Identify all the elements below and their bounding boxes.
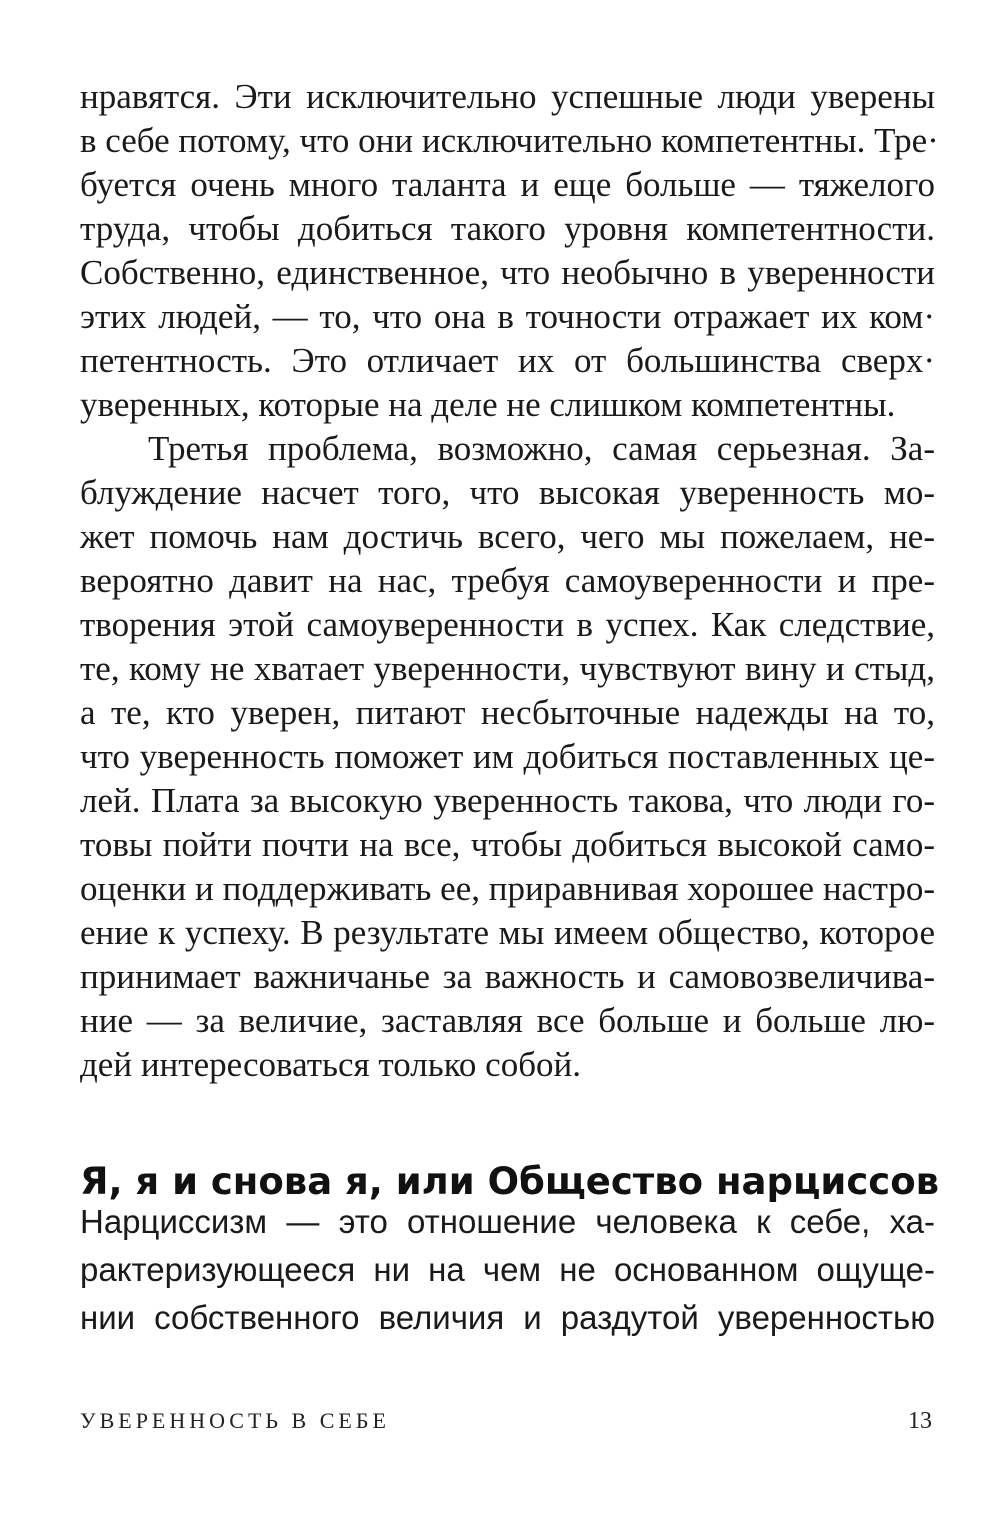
text-line: жет помочь нам достичь всего, чего мы пожелаем, не- [80, 517, 935, 556]
paragraph-third-problem [80, 427, 935, 1087]
text-line: буется очень много таланта и еще больше — тяжелого [80, 165, 935, 204]
text-line: дей интересоваться только собой. [80, 1045, 581, 1084]
text-line: Нарциссизм — это отношение человека к себе, ха- [80, 1203, 935, 1240]
text-line: вероятно давит на нас, требуя самоуверенности и пре- [80, 561, 935, 600]
section-paragraph [80, 1198, 935, 1342]
page-body [80, 75, 939, 1087]
text-line: товы пойти почти на все, чтобы добиться высокой само- [80, 825, 935, 864]
text-line: принимает важничанье за важность и самовозвеличива- [80, 957, 935, 996]
text-line: труда, чтобы добиться такого уровня компетентности. [80, 209, 935, 248]
text-line: в себе потому, что они исключительно компетентны. Тре· [80, 121, 939, 160]
text-line: блуждение насчет того, что высокая уверенность мо- [80, 473, 935, 512]
page-number: 13 [908, 1408, 932, 1434]
running-title: УВЕРЕННОСТЬ В СЕБЕ [80, 1408, 390, 1433]
text-line: творения этой самоуверенности в успех. Как следствие, [80, 605, 935, 644]
paragraph-continued [80, 75, 939, 427]
page-footer [80, 1408, 932, 1448]
text-line: а те, кто уверен, питают несбыточные надежды на то, [80, 693, 935, 732]
text-line: Собственно, единственное, что необычно в уверенности [80, 253, 935, 292]
text-line: уверенных, которые на деле не слишком компетентны. [80, 385, 896, 424]
text-line: оценки и поддерживать ее, приравнивая хорошее настро- [80, 869, 935, 908]
text-line: петентность. Это отличает их от большинства сверх· [80, 341, 935, 380]
text-line: что уверенность поможет им добиться поставленных це- [80, 737, 935, 776]
section-heading: Я, я и снова я, или Общество нарциссов [80, 1159, 940, 1203]
text-line: лей. Плата за высокую уверенность такова, что люди го- [80, 781, 935, 820]
text-line: ние — за величие, заставляя все больше и больше лю- [80, 1001, 935, 1040]
text-line: этих людей, — то, что она в точности отражает их ком· [80, 297, 935, 336]
text-line: нии собственного величия и раздутой уверенностью [80, 1299, 935, 1336]
text-line: рактеризующееся ни на чем не основанном ощуще- [80, 1251, 935, 1288]
text-line: Третья проблема, возможно, самая серьезная. За- [148, 429, 935, 468]
text-line: ение к успеху. В результате мы имеем общество, которое [80, 913, 935, 952]
text-line: те, кому не хватает уверенности, чувствуют вину и стыд, [80, 649, 935, 688]
text-line: нравятся. Эти исключительно успешные люди уверены [80, 77, 935, 116]
